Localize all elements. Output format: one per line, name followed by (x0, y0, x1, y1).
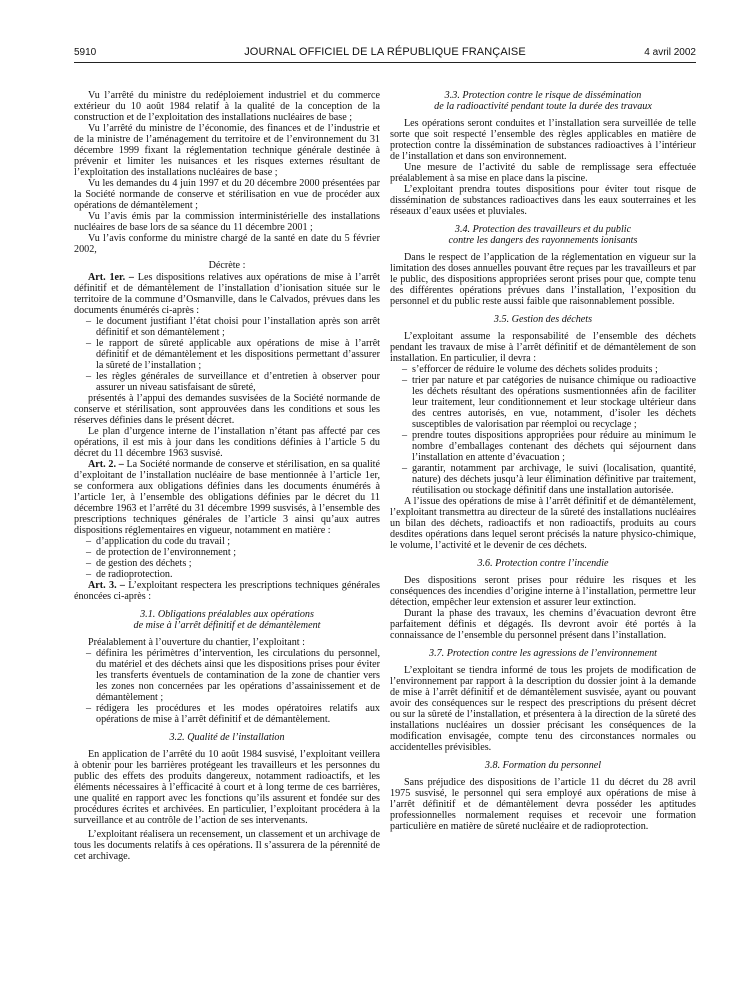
section-3-1-intro: Préalablement à l’ouverture du chantier, l’exploitant : (88, 637, 305, 648)
list-item: – rédigera les procédures et les modes opératoires relatifs aux opérations de mise à l’arrêt définitif et de démantèlement. (74, 703, 380, 725)
plan-paragraph: Le plan d’urgence interne de l’installation n’étant pas affecté par ces opérations, il est mis à jour dans les conditions définies à l’article 5 du décret du 11 décembre 1963 susvisé. (74, 426, 380, 459)
visa-paragraph: Vu l’avis conforme du ministre chargé de la santé en date du 5 février 2002, (74, 233, 380, 255)
section-3-2-heading: 3.2. Qualité de l’installation (169, 732, 285, 743)
page-number: 5910 (74, 47, 97, 58)
section-3-4-paragraph: Dans le respect de l’application de la réglementation en vigueur sur la limitation des doses annuelles pouvant être reçues par les travailleurs et par le public, des dispositions appropriées seront prises pour que, compte tenu des différentes opérations prévues dans l’installation, l’exposition du personnel et du public reste aussi faible que raisonnablement possible. (390, 252, 696, 307)
right-column (390, 90, 696, 832)
heading-line: 3.1. Obligations préalables aux opérations (140, 609, 314, 620)
list-item: – de protection de l’environnement ; (74, 547, 380, 558)
list-item: – les règles générales de surveillance et d’entretien à observer pour assurer un niveau satisfaisant de sûreté, (74, 371, 380, 393)
section-3-2-paragraph: L’exploitant réalisera un recensement, un classement et un archivage de tous les documents relatifs à ces opérations. Il s’assurera de la pérennité de cet archivage. (74, 829, 380, 862)
list-item: – d’application du code du travail ; (74, 536, 380, 547)
visa-paragraph: Vu les demandes du 4 juin 1997 et du 20 décembre 2000 présentées par la Société normande de conserve et stérilisation en vue de procéder aux opérations de démantèlement ; (74, 178, 380, 211)
list-item: – de radioprotection. (74, 569, 380, 580)
section-3-4-heading (390, 224, 696, 246)
left-column (74, 90, 380, 862)
header-rule (74, 62, 696, 63)
heading-line: de la radioactivité pendant toute la durée des travaux (434, 101, 652, 112)
section-3-3-paragraph: Les opérations seront conduites et l’installation sera surveillée de telle sorte que soit respecté l’ensemble des règles applicables en matière de protection contre la dissémination de substances radioactives à l’intérieur de l’installation et dans son environnement. (390, 118, 696, 162)
article-2-label: Art. 2. – (88, 459, 124, 470)
heading-line: de mise à l’arrêt définitif et de démantèlement (133, 620, 321, 631)
page-header (74, 46, 696, 62)
list-item: – garantir, notamment par archivage, le suivi (localisation, quantité, nature) des déchets jusqu’à leur élimination définitive par traitement, réutilisation ou stockage définitif dans une installation autorisée. (390, 463, 696, 496)
list-item: – prendre toutes dispositions appropriées pour réduire au minimum le nombre d’emballages contenant des déchets qui séjournent dans l’installation en attente d’évacuation ; (390, 430, 696, 463)
visa-paragraph: Vu l’avis émis par la commission interministérielle des installations nucléaires de base lors de sa séance du 11 décembre 2001 ; (74, 211, 380, 233)
visa-paragraph: Vu l’arrêté du ministre du redéploiement industriel et du commerce extérieur du 10 août 1984 relatif à la qualité de la conception de la construction et de l’exploitation des installations nucléaires de base ; (74, 90, 380, 123)
section-3-6-heading: 3.6. Protection contre l’incendie (477, 558, 609, 569)
article-1 (74, 272, 380, 316)
section-3-3-paragraph: L’exploitant prendra toutes dispositions pour éviter tout risque de dissémination de substances radioactives dans les eaux souterraines et les réseaux d’eaux usées et pluviales. (390, 184, 696, 217)
article-3-text: L’exploitant respectera les prescriptions techniques générales énoncées ci-après : (74, 580, 381, 602)
article-1-label: Art. 1er. – (88, 272, 134, 283)
section-3-7-heading: 3.7. Protection contre les agressions de l’environnement (429, 648, 657, 659)
article-3 (74, 580, 380, 602)
section-3-5-intro: L’exploitant assume la responsabilité de l’ensemble des déchets pendant les travaux de mise à l’arrêt définitif et de démantèlement de son installation. En particulier, il devra : (390, 331, 696, 364)
section-3-3-heading (390, 90, 696, 112)
list-item: – le rapport de sûreté applicable aux opérations de mise à l’arrêt définitif et de démantèlement et les dispositions permettant d’assurer la sûreté de l’installation ; (74, 338, 380, 371)
article-2-text: La Société normande de conserve et stérilisation, en sa qualité d’exploitant de l’installation nucléaire de base mentionnée à l’article 1er, se conformera aux obligations définies dans les documents énumérés à l’article 1er, à l’ensemble des obligations définies par le décret du 11 décembre 1963 et l’arrêté du 31 décembre 1999 susvisés, à l’ensemble des prescriptions techniques générales de l’article 3 ainsi qu’aux autres dispositions réglementaires en vigueur, notamment en matière : (74, 459, 380, 536)
section-3-2-paragraph: En application de l’arrêté du 10 août 1984 susvisé, l’exploitant veillera à obtenir pour les barrières protégeant les travailleurs et les personnes du public des effets des produits dangereux, notamment radioactifs, et les éléments nécessaires à l’efficacité à court et à long terme de ces barrières, une qualité en rapport avec les fonctions qu’ils assurent et fondée sur des procédures écrites et archivées. En particulier, l’exploitant procédera à la surveillance et au contrôle de l’action de ses intervenants. (74, 749, 380, 826)
article-1-continuation: présentés à l’appui des demandes susvisées de la Société normande de conserve et stérilisation, sont approuvées dans les conditions et sous les réserves définies dans le présent décret. (74, 393, 380, 426)
article-2 (74, 459, 380, 536)
heading-line: 3.3. Protection contre le risque de dissémination (444, 90, 642, 101)
article-3-label: Art. 3. – (88, 580, 125, 591)
list-item: – trier par nature et par catégories de nuisance chimique ou radioactive les déchets résultant des opérations susmentionnées afin de faciliter leur traitement, leur conditionnement et leur stockage ultérieur dans des centres autorisés, en vue, notamment, d’isoler les déchets susceptibles de valorisation par réemploi ou recyclage ; (390, 375, 696, 430)
section-3-8-heading: 3.8. Formation du personnel (484, 760, 602, 771)
list-item: – de gestion des déchets ; (74, 558, 380, 569)
section-3-5-paragraph: A l’issue des opérations de mise à l’arrêt définitif et de démantèlement, l’exploitant transmettra au directeur de la sûreté des installations nucléaires un bilan des déchets, radioactifs et non radioactifs, produits au cours desdites opérations dans lequel seront précisés la nature physico-chimique, le volume, l’activité et le devenir de ces déchets. (390, 496, 696, 551)
section-3-8-paragraph: Sans préjudice des dispositions de l’article 11 du décret du 28 avril 1975 susvisé, le personnel qui sera employé aux opérations de mise à l’arrêt définitif et de démantèlement devra posséder les aptitudes professionnelles normalement requises et recevoir une formation particulière en matière de sûreté nucléaire et de radioprotection. (390, 777, 696, 832)
section-3-6-paragraph: Des dispositions seront prises pour réduire les risques et les conséquences des incendies d’origine interne à l’installation, permettre leur détection, empêcher leur extension et assurer leur extinction. (390, 575, 696, 608)
list-item: – s’efforcer de réduire le volume des déchets solides produits ; (390, 364, 696, 375)
section-3-5-heading: 3.5. Gestion des déchets (493, 314, 593, 325)
list-item: – le document justifiant l’état choisi pour l’installation après son arrêt définitif et son démantèlement ; (74, 316, 380, 338)
publication-date: 4 avril 2002 (644, 47, 696, 58)
heading-line: contre les dangers des rayonnements ionisants (448, 235, 638, 246)
section-3-1-heading (74, 609, 380, 631)
section-3-7-paragraph: L’exploitant se tiendra informé de tous les projets de modification de l’environnement par rapport à la description du dossier joint à la demande de mise à l’arrêt définitif et de démantèlement susvisée, ayant ou pouvant avoir des conséquences sur le respect des prescriptions du présent décret ou sur la sûreté de l’installation, et présentera à la direction de la sûreté des installations nucléaires un dossier précisant les conséquences de la modification envisagée, compte tenu des circonstances normales ou accidentelles prévisibles. (390, 665, 696, 753)
article-1-text: Les dispositions relatives aux opérations de mise à l’arrêt définitif et de démantèlement de l’installation d’ionisation située sur le territoire de la commune d’Osmanville, dans le Calvados, prévues dans les documents énumérés ci-après : (74, 272, 380, 316)
section-3-3-paragraph: Une mesure de l’activité du sable de remplissage sera effectuée préalablement à sa mise en place dans la piscine. (390, 162, 696, 184)
visa-paragraph: Vu l’arrêté du ministre de l’économie, des finances et de l’industrie et de la ministre de l’aménagement du territoire et de l’environnement du 31 décembre 1999 fixant la réglementation technique générale destinée à prévenir et limiter les nuisances et les risques externes résultant de l’exploitation des installations nucléaires de base ; (74, 123, 380, 178)
heading-line: 3.4. Protection des travailleurs et du public (454, 224, 632, 235)
section-3-6-paragraph: Durant la phase des travaux, les chemins d’évacuation devront être parfaitement définis et dégagés. Ils devront avoir été portés à la connaissance de l’ensemble du personnel présent dans l’installation. (390, 608, 696, 641)
journal-title: JOURNAL OFFICIEL DE LA RÉPUBLIQUE FRANÇAISE (244, 46, 526, 58)
list-item: – définira les périmètres d’intervention, les circulations du personnel, du matériel et des déchets ainsi que les dispositions prises pour éviter les transferts éventuels de contamination de la zone de chantier vers les zones non concernées par les opérations d’assainissement et de démantèlement ; (74, 648, 380, 703)
decrete-heading: Décrète : (208, 260, 246, 271)
